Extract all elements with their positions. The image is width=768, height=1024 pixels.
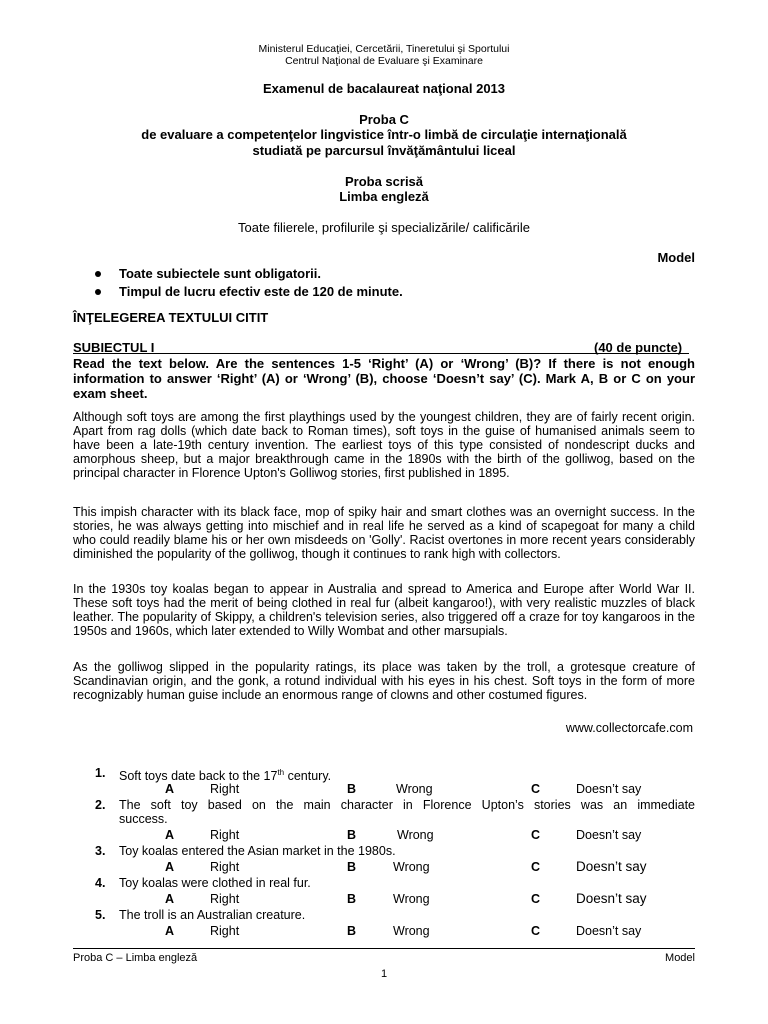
exam-subtitle-line-1: de evaluare a competenţelor lingvistice într-o limbă de circulaţie internaţională <box>141 127 627 142</box>
passage-paragraph: In the 1930s toy koalas began to appear in Australia and spread to America and Europe after World War II. These soft toys had the merit of being clothed in real fur (albeit kangaroo!), with very realistic muzzles of black leather. The popularity of Skippy, a children's television series, also triggered off a craze for toy kangaroos in the 1950s and 1960s, which later extended to Willy Wombat and other marsupials. <box>73 582 695 638</box>
question-text: The troll is an Australian creature. <box>119 908 306 922</box>
filiere-line: Toate filierele, profilurile şi specializările/ calificările <box>238 220 530 235</box>
model-label: Model <box>657 250 695 265</box>
option-b-label: Wrong <box>393 860 430 874</box>
option-a-label: Right <box>210 924 240 938</box>
option-b-label: Wrong <box>396 782 433 796</box>
footer-right: Model <box>665 952 695 964</box>
question-text-continued: success. <box>119 812 168 826</box>
option-a-label: Right <box>210 892 240 906</box>
center-header: Centrul Naţional de Evaluare şi Examinare <box>285 55 483 67</box>
question-text: The soft toy based on the main character in Florence Upton’s stories was an immediate <box>119 798 695 812</box>
bullet-item: Toate subiectele sunt obligatorii. <box>119 266 322 281</box>
ministry-header: Ministerul Educaţiei, Cercetării, Tineretului şi Sportului <box>258 43 510 55</box>
option-c-letter: C <box>531 924 541 938</box>
option-b-label: Wrong <box>397 828 434 842</box>
footer-left: Proba C – Limba engleză <box>73 952 198 964</box>
question-number: 5. <box>95 908 106 922</box>
bullet-icon <box>95 289 101 295</box>
question-text: Soft toys date back to the 17th century. <box>119 768 332 784</box>
option-a-label: Right <box>210 828 240 842</box>
option-a-label: Right <box>210 860 240 874</box>
option-b-letter: B <box>347 892 357 906</box>
option-b-letter: B <box>347 924 357 938</box>
passage-paragraph: As the golliwog slipped in the popularity ratings, its place was taken by the troll, a grotesque creature of Scandinavian origin, and the gonk, a rotund individual with his eyes in his chest. Soft toys in the form of more recognizably human guise include an enormous range of clowns and other costumed figures. <box>73 660 695 702</box>
subject-underline <box>73 353 689 354</box>
option-b-label: Wrong <box>393 924 430 938</box>
proba-c: Proba C <box>359 112 409 127</box>
subject-label: SUBIECTUL I <box>73 340 155 355</box>
option-a-letter: A <box>165 860 175 874</box>
section-heading: ÎNŢELEGEREA TEXTULUI CITIT <box>73 310 269 325</box>
exam-subtitle-line-2: studiată pe parcursul învăţământului liceal <box>252 143 516 158</box>
bullet-item: Timpul de lucru efectiv este de 120 de minute. <box>119 284 403 299</box>
question-text: Toy koalas were clothed in real fur. <box>119 876 311 890</box>
question-number: 4. <box>95 876 106 890</box>
option-c-letter: C <box>531 860 541 874</box>
option-c-label: Doesn’t say <box>576 782 642 796</box>
option-b-label: Wrong <box>393 892 430 906</box>
option-c-label: Doesn’t say <box>576 924 642 938</box>
option-a-letter: A <box>165 924 175 938</box>
option-a-letter: A <box>165 892 175 906</box>
source-link: www.collectorcafe.com <box>565 721 693 735</box>
option-a-label: Right <box>210 782 240 796</box>
option-a-letter: A <box>165 782 175 796</box>
option-b-letter: B <box>347 860 357 874</box>
option-c-letter: C <box>531 828 541 842</box>
option-a-letter: A <box>165 828 175 842</box>
option-c-letter: C <box>531 892 541 906</box>
question-number: 3. <box>95 844 106 858</box>
question-text: Toy koalas entered the Asian market in the 1980s. <box>119 844 396 858</box>
option-b-letter: B <box>347 782 357 796</box>
exam-title: Examenul de bacalaureat naţional 2013 <box>262 81 506 96</box>
footer-divider <box>73 948 695 949</box>
proba-scrisa: Proba scrisă <box>344 174 424 189</box>
points-label: (40 de puncte) <box>594 340 683 355</box>
bullet-icon <box>95 271 101 277</box>
instructions: Read the text below. Are the sentences 1-5 ‘Right’ (A) or ‘Wrong’ (B)? If there is not enough information to answer ‘Right’ (A) or ‘Wrong’ (B), choose ‘Doesn’t say’ (C). Mark A, B or C on your exam sheet. <box>73 356 695 401</box>
language-title: Limba engleză <box>339 189 429 204</box>
question-number: 1. <box>95 766 106 780</box>
question-number: 2. <box>95 798 106 812</box>
page-number: 1 <box>380 968 388 980</box>
option-c-label: Doesn’t say <box>576 891 647 906</box>
option-b-letter: B <box>347 828 357 842</box>
passage-paragraph: Although soft toys are among the first playthings used by the youngest children, they are of fairly recent origin. Apart from rag dolls (which date back to Roman times), soft toys in the guise of humanised animals seem to have been a late-19th century invention. The earliest toys of this type consisted of nondescript ducks and amorphous sheep, but a major breakthrough came in the 1890s with the birth of the golliwog, based on the principal character in Florence Upton's Golliwog stories, first published in 1895. <box>73 410 695 480</box>
option-c-label: Doesn’t say <box>576 828 642 842</box>
option-c-letter: C <box>531 782 541 796</box>
option-c-label: Doesn’t say <box>576 859 647 874</box>
passage-paragraph: This impish character with its black face, mop of spiky hair and smart clothes was an overnight success. In the stories, he was always getting into mischief and in real life he served as a kind of scapegoat for many a child who could readily blame his or her own misdeeds on 'Golly'. Racist overtones in more recent years considerably diminished the popularity of the golliwog, though it continues to rank high with collectors. <box>73 505 695 561</box>
